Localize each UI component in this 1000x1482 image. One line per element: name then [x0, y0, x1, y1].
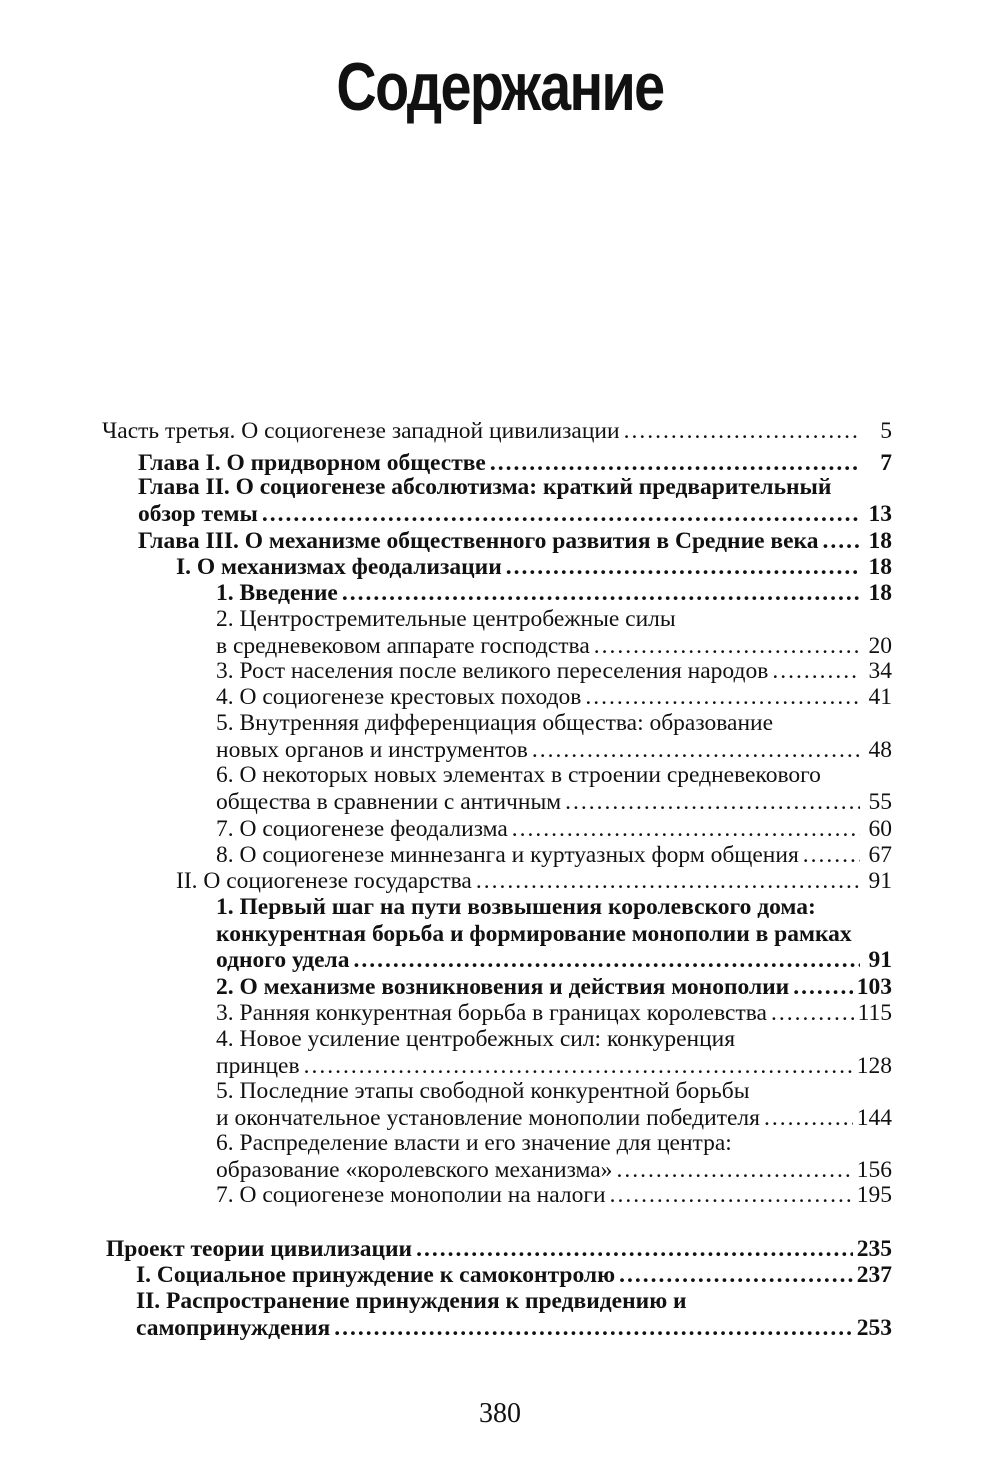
- toc-entry-feudalism: 7. О социогенезе феодализма ..... 60: [216, 816, 892, 843]
- page-number: 18: [868, 580, 892, 606]
- page-number: 5: [880, 418, 892, 444]
- toc-entry-forces: 2. Центростремительные центробежные силы в средневековом аппарате господства ..... 20: [216, 606, 892, 659]
- page-number: 18: [868, 554, 892, 580]
- page-number: 7: [880, 450, 892, 476]
- toc-entry-princes: 4. Новое усиление центробежных сил: конкуренция принцев ..... 128: [216, 1026, 892, 1079]
- toc-entry-chapter-1: Глава I. О придворном обществе ..... 7: [138, 450, 892, 477]
- page-number: 60: [868, 816, 892, 842]
- page-number: 20: [868, 632, 892, 659]
- toc-entry-section-state: II. О социогенезе государства ..... 91: [176, 868, 892, 895]
- page-number: 144: [856, 1104, 892, 1131]
- toc-entry-crusades: 4. О социогенезе крестовых походов ..... 41: [216, 684, 892, 711]
- toc-entry-last-stages: 5. Последние этапы свободной конкурентной борьбы и окончательное установление монополии победителя ..... 144: [216, 1078, 892, 1131]
- page-number: 41: [868, 684, 892, 710]
- toc-entry-minnesang: 8. О социогенезе миннезанга и куртуазных форм общения ..... 67: [216, 842, 892, 869]
- page-title: Содержание: [336, 49, 664, 125]
- page-number: 103: [856, 974, 892, 1000]
- toc-entry-population: 3. Рост населения после великого переселения народов ..... 34: [216, 658, 892, 685]
- page-number: 128: [856, 1052, 892, 1079]
- page-number: 48: [868, 736, 892, 763]
- toc-entry-differentiation: 5. Внутренняя дифференциация общества: образование новых органов и инструментов ..... 48: [216, 710, 892, 763]
- toc-entry-social-compulsion: I. Социальное принуждение к самоконтролю ..... 237: [136, 1262, 892, 1289]
- page-number: 195: [856, 1182, 892, 1208]
- toc-entry-taxes: 7. О социогенезе монополии на налоги ..... 195: [216, 1182, 892, 1209]
- page-number: 18: [868, 528, 892, 554]
- page-number: 13: [868, 500, 892, 527]
- page-number: 156: [856, 1156, 892, 1183]
- toc-entry-foresight: II. Распространение принуждения к предвидению и самопринуждения ..... 253: [136, 1288, 892, 1341]
- toc-entry-section-feudalization: I. О механизмах феодализации ..... 18: [176, 554, 892, 581]
- toc-entry-early-competition: 3. Ранняя конкурентная борьба в границах королевства ..... 115: [216, 1000, 892, 1027]
- toc-entry-introduction: 1. Введение ..... 18: [216, 580, 892, 607]
- toc-entry-first-step: 1. Первый шаг на пути возвышения королевского дома: конкурентная борьба и формирование монополии в рамках одного удела ..... 91: [216, 894, 892, 974]
- page-number: 34: [868, 658, 892, 684]
- toc-entry-chapter-2: Глава II. О социогенезе абсолютизма: краткий предварительный обзор темы ..... 13: [138, 474, 892, 527]
- page-number: 253: [856, 1314, 892, 1341]
- toc-entry-new-elements: 6. О некоторых новых элементах в строении средневекового общества в сравнении с античным ..... 55: [216, 762, 892, 815]
- page-number: 91: [868, 868, 892, 894]
- page-number: 237: [856, 1262, 892, 1288]
- toc-entry-theory-project: Проект теории цивилизации ..... 235: [106, 1236, 892, 1263]
- toc-entry-part-three: Часть третья. О социогенезе западной цивилизации ..... 5: [102, 418, 892, 445]
- page-number: 91: [868, 947, 892, 973]
- page-number: 115: [857, 1000, 892, 1026]
- page-number-footer: 380: [479, 1398, 521, 1429]
- page-number: 235: [856, 1236, 892, 1262]
- page-number: 67: [868, 842, 892, 868]
- page-number: 55: [868, 788, 892, 815]
- toc-entry-monopoly-mechanism: 2. О механизме возникновения и действия монополии ..... 103: [216, 974, 892, 1001]
- toc-entry-power-distribution: 6. Распределение власти и его значение для центра: образование «королевского механизма» ..... 156: [216, 1130, 892, 1183]
- toc-entry-chapter-3: Глава III. О механизме общественного развития в Средние века ..... 18: [138, 528, 892, 555]
